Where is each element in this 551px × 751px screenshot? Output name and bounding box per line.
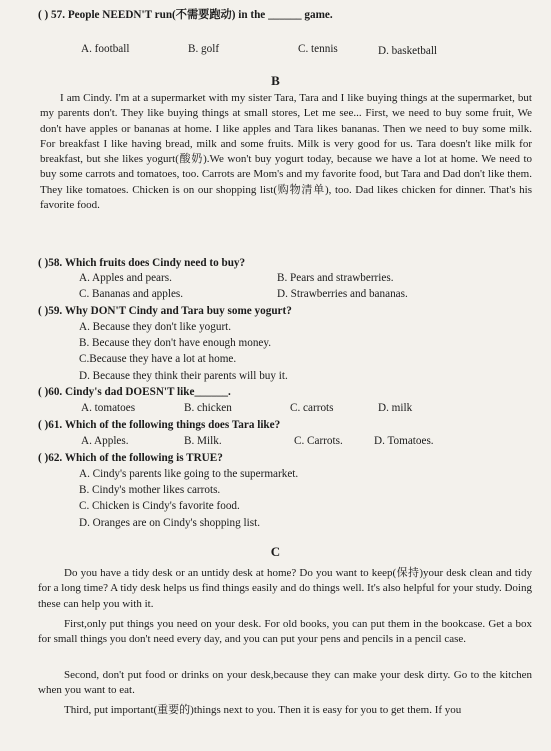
q57-option-a: A. football [81,43,130,55]
q62-option-c: C. Chicken is Cindy's favorite food. [79,500,240,512]
q61-option-a: A. Apples. [81,435,129,447]
q59-option-a: A. Because they don't like yogurt. [79,321,232,333]
q61-option-d: D. Tomatoes. [374,435,434,447]
q57-option-c: C. tennis [298,43,338,55]
section-c-title: C [270,544,281,559]
question-62-stem: ( )62. Which of the following is TRUE? [38,452,223,464]
q60-option-a: A. tomatoes [81,402,136,414]
q61-option-c: C. Carrots. [294,435,343,447]
q60-option-b: B. chicken [184,402,232,414]
q59-option-c: C.Because they have a lot at home. [79,353,237,365]
q58-option-b: B. Pears and strawberries. [277,272,394,284]
section-b-title: B [271,73,280,88]
q60-option-c: C. carrots [290,402,334,414]
q58-option-c: C. Bananas and apples. [79,288,184,300]
q58-option-d: D. Strawberries and bananas. [277,288,408,300]
q62-option-d: D. Oranges are on Cindy's shopping list. [79,517,260,529]
q62-option-b: B. Cindy's mother likes carrots. [79,484,221,496]
q62-option-a: A. Cindy's parents like going to the supermarket. [79,468,299,480]
section-c-paragraph-1: Do you have a tidy desk or an untidy desk at home? Do you want to keep(保持)your desk clean and tidy for a long time? A tidy desk helps us find things easily and do things well. It's also helpful for your study. Doing these can help you with it. [38,567,532,610]
question-61-stem: ( )61. Which of the following things does Tara like? [38,419,281,431]
q57-option-b: B. golf [188,43,220,55]
q61-option-b: B. Milk. [184,435,222,447]
section-c-paragraph-3: Second, don't put food or drinks on your desk,because they can make your desk dirty. Go to the kitchen when you want to eat. [38,669,532,697]
q59-option-d: D. Because they think their parents will buy it. [79,370,288,382]
question-60-stem: ( )60. Cindy's dad DOESN'T like______. [38,386,231,398]
section-c-paragraph-4: Third, put important(重要的)things next to you. Then it is easy for you to get them. If you [64,704,462,716]
q58-option-a: A. Apples and pears. [79,272,172,284]
q60-option-d: D. milk [378,402,413,414]
question-59-stem: ( )59. Why DON'T Cindy and Tara buy some yogurt? [38,305,292,317]
q57-option-d: D. basketball [378,45,438,57]
question-58-stem: ( )58. Which fruits does Cindy need to buy? [38,257,246,269]
q59-option-b: B. Because they don't have enough money. [79,337,272,349]
section-c-paragraph-2: First,only put things you need on your desk. For old books, you can put them in the bookcase. Get a box for small things you don't need every day, and you can put your pens and pencils in a pencil case. [38,618,532,646]
question-57-stem: ( ) 57. People NEEDN'T run(不需要跑动) in the ______ game. [38,9,333,21]
section-b-passage: I am Cindy. I'm at a supermarket with my sister Tara, Tara and I like buying things at the supermarket, but my parents don't. They like buying things at small stores, Let me see... First, we need to buy some fruit, We don't have apples or bananas at home. I like apples and Tara likes bananas. Then we need to buy some milk. For breakfast I like having bread, milk and some fruits. Milk is very good for us. Tara doesn't like milk for breakfast, but she likes yogurt(酸奶).We won't buy yogurt today, because we have a lot at home. We need to buy some carrots and tomatoes, too. Carrots are Mom's and my favorite food, but Tara and Dad don't like them. They like tomatoes. Chicken is on our shopping list(购物清单), too. Dad likes chicken for dinner. That's his favorite food. [40,92,532,212]
